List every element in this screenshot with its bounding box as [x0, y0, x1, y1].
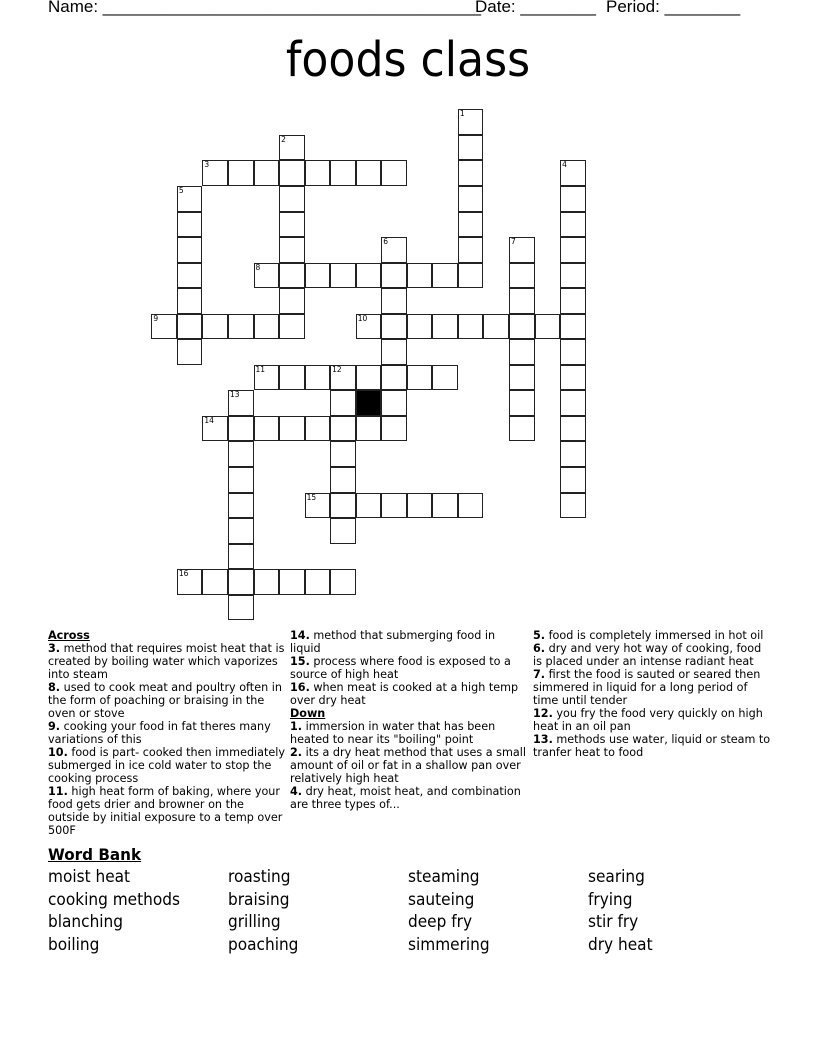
grid-cell[interactable] [560, 493, 586, 519]
word-bank-item: steaming [408, 867, 480, 886]
grid-cell[interactable] [381, 390, 407, 416]
grid-cell[interactable] [228, 544, 254, 570]
grid-cell[interactable] [483, 314, 509, 340]
grid-cell[interactable] [330, 518, 356, 544]
grid-cell[interactable] [254, 365, 280, 391]
black-cell [356, 390, 382, 416]
clues-column-1 [48, 629, 286, 837]
clue-across-3: 3. method that requires moist heat that is created by boiling water which vaporizes into steam [48, 642, 285, 681]
grid-cell[interactable] [381, 263, 407, 289]
clue-number: 5 [178, 185, 184, 195]
grid-cell[interactable] [432, 263, 458, 289]
clue-number: 12 [332, 364, 342, 374]
grid-cell[interactable] [458, 263, 484, 289]
grid-cell[interactable] [177, 314, 203, 340]
clue-across-11: 11. high heat form of baking, where your food gets drier and browner on the outside by initial exposure to a temp over 500F [48, 785, 283, 837]
clue-across-16: 16. when meat is cooked at a high temp over dry heat [290, 681, 519, 707]
clue-across-10: 10. food is part- cooked then immediately submerged in ice cold water to stop the cooking process [48, 746, 286, 785]
clue-number: 8 [255, 262, 261, 272]
grid-cell[interactable] [254, 314, 280, 340]
grid-cell[interactable] [330, 390, 356, 416]
clue-down-13: 13. methods use water, liquid or steam to tranfer heat to food [533, 733, 771, 759]
grid-cell[interactable] [330, 416, 356, 442]
clue-number: 14 [204, 415, 214, 425]
grid-cell[interactable] [305, 493, 331, 519]
word-bank-item: searing [588, 867, 645, 886]
grid-cell[interactable] [228, 314, 254, 340]
grid-cell[interactable] [432, 314, 458, 340]
grid-cell[interactable] [177, 339, 203, 365]
clue-across-14: 14. method that submerging food in liquid [290, 629, 496, 655]
clue-number: 11 [255, 364, 266, 374]
grid-cell[interactable] [509, 237, 535, 263]
grid-cell[interactable] [330, 569, 356, 595]
clue-number: 15 [306, 492, 317, 502]
down-heading: Down [290, 707, 326, 720]
grid-cell[interactable] [330, 160, 356, 186]
grid-cell[interactable] [458, 212, 484, 238]
grid-cell[interactable] [279, 160, 305, 186]
clue-down-12: 12. you fry the food very quickly on high heat in an oil pan [533, 707, 763, 733]
word-bank-item: moist heat [48, 867, 131, 886]
word-bank-item: frying [588, 889, 633, 909]
grid-cell[interactable] [177, 263, 203, 289]
word-bank-item: sauteing [408, 889, 475, 909]
grid-cell[interactable] [560, 237, 586, 263]
grid-cell[interactable] [560, 263, 586, 289]
grid-cell[interactable] [330, 467, 356, 493]
grid-cell[interactable] [228, 441, 254, 467]
grid-cell[interactable] [279, 186, 305, 212]
word-bank-item: stir fry [588, 912, 639, 931]
grid-cell[interactable] [560, 441, 586, 467]
word-bank-item: simmering [408, 934, 490, 954]
grid-cell[interactable] [279, 212, 305, 238]
name-field-label: Name: ________________________________________ [48, 0, 481, 16]
grid-cell[interactable] [356, 365, 382, 391]
grid-cell[interactable] [407, 263, 433, 289]
grid-cell[interactable] [279, 365, 305, 391]
grid-cell[interactable] [381, 314, 407, 340]
grid-cell[interactable] [458, 237, 484, 263]
grid-cell[interactable] [254, 263, 280, 289]
grid-cell[interactable] [254, 569, 280, 595]
clue-across-9: 9. cooking your food in fat theres many variations of this [48, 720, 271, 746]
grid-cell[interactable] [228, 595, 254, 621]
grid-cell[interactable] [202, 160, 228, 186]
grid-cell[interactable] [330, 365, 356, 391]
clue-number: 13 [229, 390, 240, 400]
grid-cell[interactable] [458, 135, 484, 161]
word-bank-item: roasting [228, 867, 291, 886]
word-bank [48, 867, 768, 957]
word-bank-item: dry heat [588, 934, 653, 954]
grid-cell[interactable] [560, 339, 586, 365]
grid-cell[interactable] [509, 390, 535, 416]
grid-cell[interactable] [254, 160, 280, 186]
word-bank-title: Word Bank [48, 845, 142, 864]
grid-cell[interactable] [560, 416, 586, 442]
clue-number: 3 [204, 160, 210, 170]
clue-number: 6 [383, 237, 389, 247]
grid-cell[interactable] [177, 237, 203, 263]
grid-cell[interactable] [305, 416, 331, 442]
grid-cell[interactable] [228, 390, 254, 416]
grid-cell[interactable] [381, 339, 407, 365]
grid-cell[interactable] [279, 569, 305, 595]
grid-cell[interactable] [509, 416, 535, 442]
grid-cell[interactable] [458, 493, 484, 519]
word-bank-item: deep fry [408, 912, 473, 931]
grid-cell[interactable] [407, 365, 433, 391]
word-bank-item: braising [228, 889, 290, 909]
clue-number: 2 [281, 134, 286, 144]
grid-cell[interactable] [356, 493, 382, 519]
grid-cell[interactable] [381, 237, 407, 263]
grid-cell[interactable] [509, 314, 535, 340]
grid-cell[interactable] [381, 288, 407, 314]
grid-cell[interactable] [407, 314, 433, 340]
grid-cell[interactable] [509, 263, 535, 289]
clue-number: 16 [178, 569, 189, 579]
clue-down-5: 5. food is completely immersed in hot oil [533, 629, 764, 642]
clue-down-1: 1. immersion in water that has been heated to near its "boiling" point [290, 720, 496, 746]
grid-cell[interactable] [560, 314, 586, 340]
grid-cell[interactable] [560, 467, 586, 493]
grid-cell[interactable] [509, 288, 535, 314]
grid-cell[interactable] [381, 365, 407, 391]
grid-cell[interactable] [228, 518, 254, 544]
grid-cell[interactable] [458, 160, 484, 186]
clue-number: 1 [459, 109, 465, 119]
grid-cell[interactable] [407, 493, 433, 519]
grid-cell[interactable] [381, 160, 407, 186]
period-field-label: Period: ________ [606, 0, 741, 16]
grid-cell[interactable] [560, 186, 586, 212]
grid-cell[interactable] [560, 390, 586, 416]
grid-cell[interactable] [381, 416, 407, 442]
grid-cell[interactable] [560, 160, 586, 186]
grid-cell[interactable] [432, 365, 458, 391]
grid-cell[interactable] [560, 212, 586, 238]
grid-cell[interactable] [381, 493, 407, 519]
grid-cell[interactable] [177, 212, 203, 238]
grid-cell[interactable] [560, 288, 586, 314]
grid-cell[interactable] [458, 109, 484, 135]
clue-across-8: 8. used to cook meat and poultry often in the form of poaching or braising in the oven or stove [48, 681, 282, 720]
grid-cell[interactable] [279, 288, 305, 314]
grid-cell[interactable] [279, 135, 305, 161]
grid-cell[interactable] [228, 493, 254, 519]
grid-cell[interactable] [356, 314, 382, 340]
clue-number: 7 [511, 237, 516, 247]
clue-across-15: 15. process where food is exposed to a source of high heat [290, 655, 511, 681]
clue-down-2: 2. its a dry heat method that uses a small amount of oil or fat in a shallow pan over relatively high heat [290, 746, 526, 785]
grid-cell[interactable] [228, 160, 254, 186]
word-bank-item: cooking methods [48, 889, 180, 909]
grid-cell[interactable] [151, 314, 177, 340]
grid-cell[interactable] [305, 263, 331, 289]
grid-cell[interactable] [305, 160, 331, 186]
clue-number: 10 [357, 313, 368, 323]
grid-cell[interactable] [202, 416, 228, 442]
grid-cell[interactable] [458, 186, 484, 212]
word-bank-item: grilling [228, 912, 281, 931]
grid-cell[interactable] [356, 416, 382, 442]
grid-cell[interactable] [279, 237, 305, 263]
grid-cell[interactable] [228, 467, 254, 493]
grid-cell[interactable] [279, 314, 305, 340]
across-heading: Across [48, 629, 90, 642]
clues-column-3 [533, 629, 773, 759]
puzzle-title: foods class [285, 32, 531, 88]
clue-down-7: 7. first the food is sauted or seared then simmered in liquid for a long period of time until tender [533, 668, 761, 707]
grid-cell[interactable] [330, 263, 356, 289]
grid-cell[interactable] [356, 160, 382, 186]
grid-cell[interactable] [330, 493, 356, 519]
grid-cell[interactable] [305, 365, 331, 391]
grid-cell[interactable] [279, 416, 305, 442]
clue-number: 9 [153, 313, 159, 323]
clue-down-4: 4. dry heat, moist heat, and combination are three types of... [290, 785, 521, 811]
grid-cell[interactable] [432, 493, 458, 519]
grid-cell[interactable] [254, 416, 280, 442]
grid-cell[interactable] [458, 314, 484, 340]
word-bank-item: boiling [48, 934, 100, 954]
grid-cell[interactable] [356, 263, 382, 289]
grid-cell[interactable] [177, 569, 203, 595]
clue-number: 4 [562, 160, 567, 170]
grid-cell[interactable] [279, 263, 305, 289]
grid-cell[interactable] [228, 416, 254, 442]
grid-cell[interactable] [177, 288, 203, 314]
date-field-label: Date: ________ [475, 0, 596, 16]
grid-cell[interactable] [177, 186, 203, 212]
grid-cell[interactable] [305, 569, 331, 595]
grid-cell[interactable] [535, 314, 561, 340]
clue-down-6: 6. dry and very hot way of cooking, food is placed under an intense radiant heat [533, 642, 762, 668]
word-bank-item: poaching [228, 934, 299, 954]
grid-cell[interactable] [330, 441, 356, 467]
grid-cell[interactable] [202, 314, 228, 340]
grid-cell[interactable] [202, 569, 228, 595]
grid-cell[interactable] [509, 365, 535, 391]
word-bank-item: blanching [48, 912, 124, 931]
clues-column-2 [290, 629, 526, 811]
grid-cell[interactable] [560, 365, 586, 391]
grid-cell[interactable] [509, 339, 535, 365]
grid-cell[interactable] [228, 569, 254, 595]
